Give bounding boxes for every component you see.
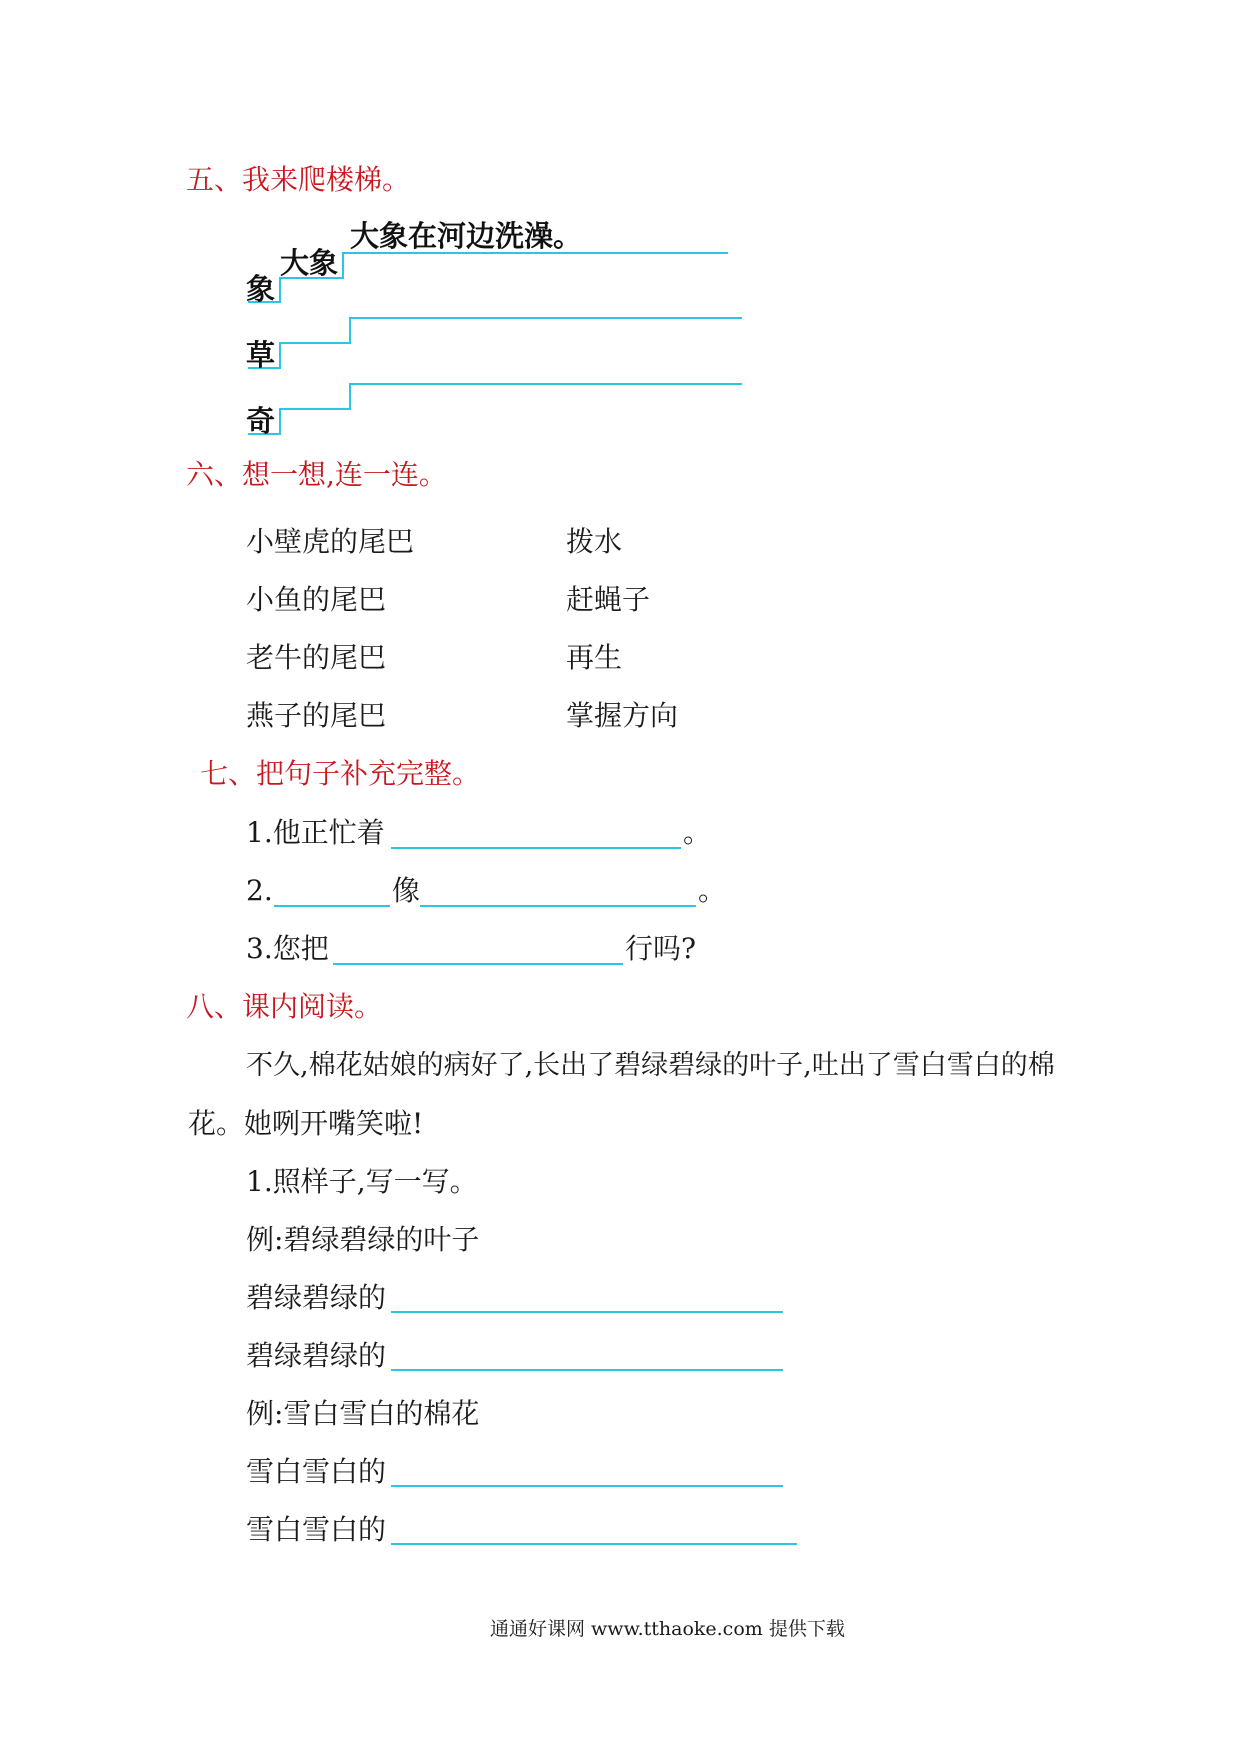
passage-line-2: 花。她咧开嘴笑啦! xyxy=(188,1107,424,1140)
fill-1a-prefix: 碧绿碧绿的 xyxy=(246,1281,387,1314)
sentence3-suffix: 行吗? xyxy=(625,932,697,965)
sentence3-blank[interactable] xyxy=(333,963,623,965)
fill-1b-prefix: 碧绿碧绿的 xyxy=(246,1339,387,1372)
match-left-item: 小鱼的尾巴 xyxy=(246,583,387,616)
stair2-outline xyxy=(248,318,742,368)
match-right-item: 再生 xyxy=(566,641,623,674)
fill-2a-blank[interactable] xyxy=(391,1485,783,1487)
match-right-item: 掌握方向 xyxy=(566,699,679,732)
section5-title: 五、我来爬楼梯。 xyxy=(186,163,411,196)
sentence2-prefix: 2. xyxy=(246,874,273,907)
fill-2b-blank[interactable] xyxy=(391,1543,797,1545)
match-right-item: 拨水 xyxy=(566,525,623,558)
footer-credit: 通通好课网 www.tthaoke.com 提供下载 xyxy=(490,1618,845,1640)
stair2-step1: 草 xyxy=(246,338,276,372)
match-left-item: 老牛的尾巴 xyxy=(246,641,387,674)
sentence1-blank[interactable] xyxy=(391,847,681,849)
example-1: 例:碧绿碧绿的叶子 xyxy=(246,1223,480,1256)
fill-1b-blank[interactable] xyxy=(391,1369,783,1371)
stair1-step3: 大象在河边洗澡。 xyxy=(350,219,583,253)
sentence1-suffix: 。 xyxy=(683,816,712,849)
stair1-step1: 象 xyxy=(246,272,276,306)
sentence2-blank-1[interactable] xyxy=(274,905,390,907)
fill-2a-prefix: 雪白雪白的 xyxy=(246,1455,387,1488)
match-left-item: 小壁虎的尾巴 xyxy=(246,525,415,558)
sentence2-suffix: 。 xyxy=(698,874,727,907)
example-2: 例:雪白雪白的棉花 xyxy=(246,1397,480,1430)
fill-1a-blank[interactable] xyxy=(391,1311,783,1313)
section8-title: 八、课内阅读。 xyxy=(186,990,383,1023)
stair3-step1: 奇 xyxy=(246,404,276,438)
stair3-outline xyxy=(248,384,742,434)
sentence3-prefix: 3.您把 xyxy=(246,932,329,965)
section6-title: 六、想一想,连一连。 xyxy=(186,458,447,491)
match-right-item: 赶蝇子 xyxy=(566,583,651,616)
sentence1-prefix: 1.他正忙着 xyxy=(246,816,385,849)
sentence2-blank-2[interactable] xyxy=(420,905,696,907)
stair1-step2: 大象 xyxy=(280,246,339,280)
fill-2b-prefix: 雪白雪白的 xyxy=(246,1513,387,1546)
passage-line-1: 不久,棉花姑娘的病好了,长出了碧绿碧绿的叶子,吐出了雪白雪白的棉 xyxy=(246,1050,1055,1081)
section7-title: 七、把句子补充完整。 xyxy=(200,757,481,790)
sentence2-middle: 像 xyxy=(392,874,421,907)
question1-title: 1.照样子,写一写。 xyxy=(246,1165,478,1198)
match-left-item: 燕子的尾巴 xyxy=(246,699,387,732)
